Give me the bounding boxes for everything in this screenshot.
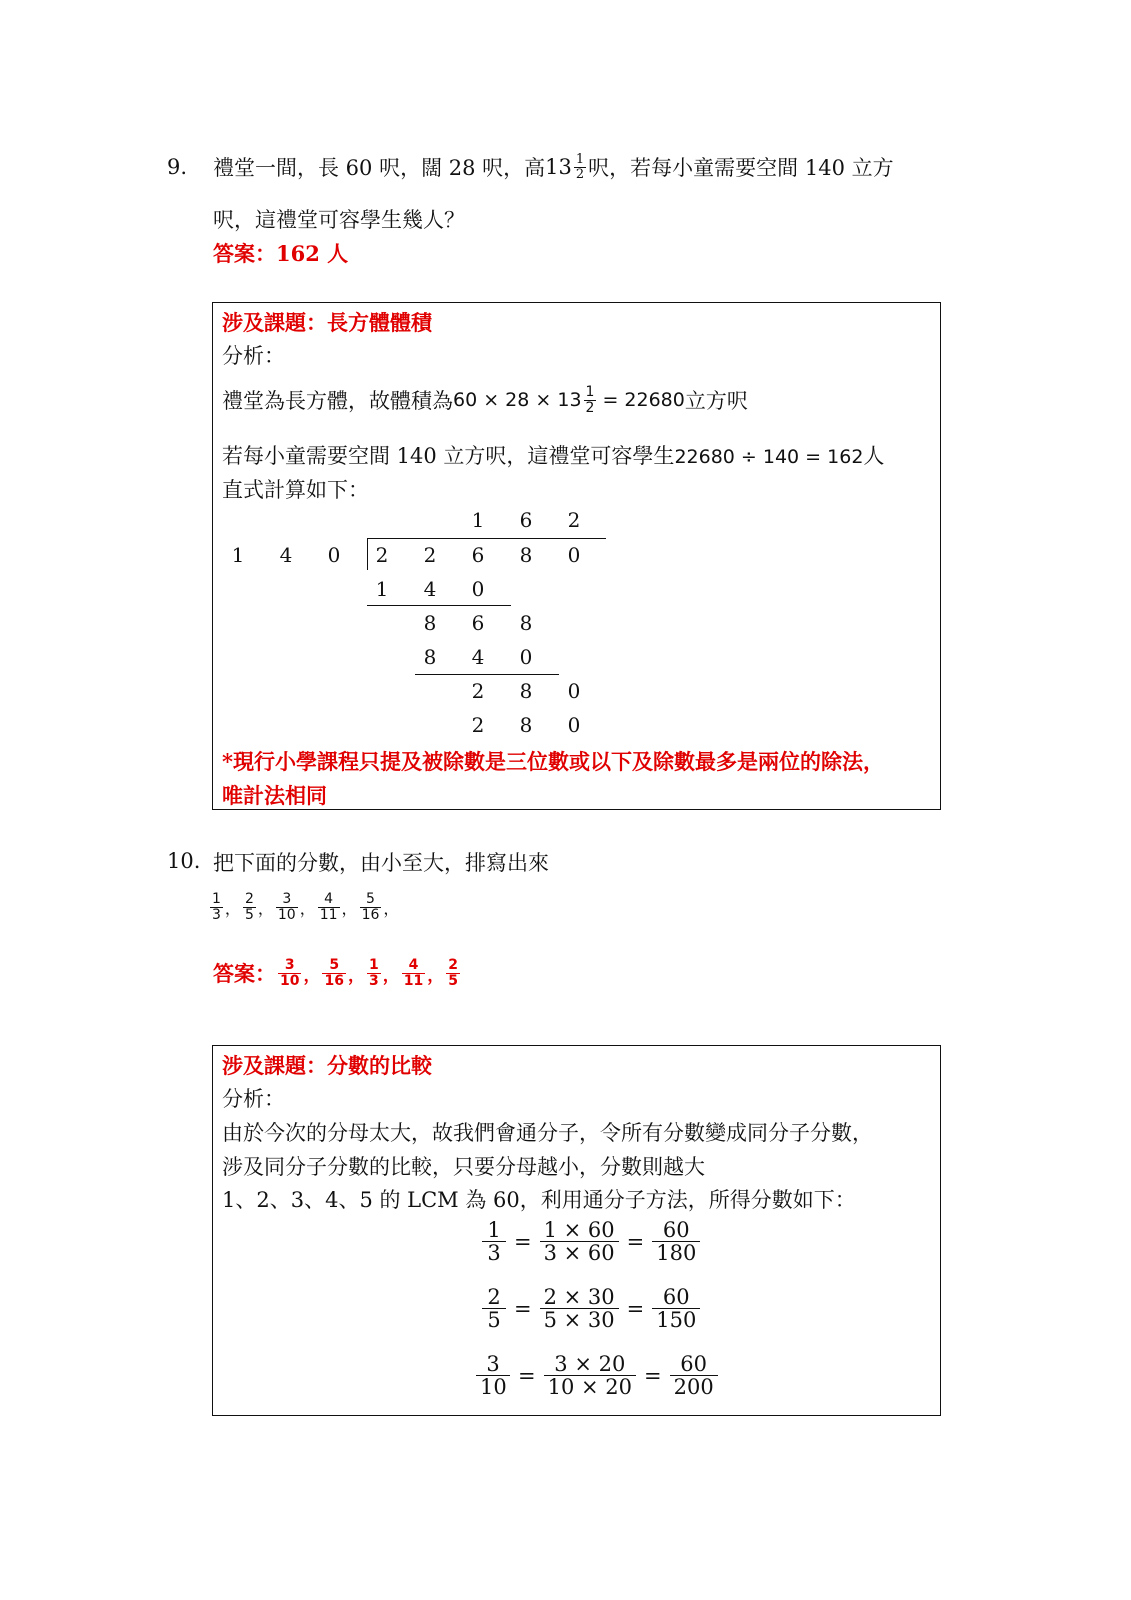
eq-fraction	[540, 1219, 619, 1264]
ld-dividend-digit: 2	[375, 543, 389, 567]
equation-row	[480, 1219, 702, 1264]
box1-analysis-label: 分析：	[222, 344, 285, 368]
box2-line1: 由於今次的分母太大，故我們會通分子，令所有分數變成同分子分數，	[222, 1121, 873, 1145]
q9-line2: 呎，這禮堂可容學生幾人？	[213, 208, 465, 232]
equals-sign: =	[626, 1229, 645, 1254]
ld-step-digit: 8	[423, 645, 437, 669]
box1-note-line2: 唯計法相同	[222, 783, 327, 808]
q9-height-int: 13	[545, 155, 572, 179]
ld-divisor-digit: 0	[327, 543, 341, 567]
q10-prompt: 把下面的分數，由小至大，排寫出來	[213, 851, 549, 875]
ld-vinculum	[367, 538, 606, 539]
ld-remainder-digit: 8	[519, 611, 533, 635]
q9-line1-b: 呎，若每小童需要空間 140 立方	[588, 156, 894, 180]
equals-sign: =	[644, 1363, 662, 1388]
box1-volume-prefix: 禮堂為長方體，故體積為	[222, 389, 453, 414]
fraction-numerator: 1	[212, 891, 221, 907]
fraction-separator: ，	[341, 898, 358, 918]
fraction-separator: ，	[382, 965, 400, 986]
q10-answer-fraction	[322, 958, 345, 988]
eq-fraction	[652, 1286, 700, 1331]
ld-subtraction-line	[415, 674, 559, 675]
equals-sign: =	[514, 1229, 532, 1254]
box1-volume-den: 2	[585, 399, 595, 416]
q10-answer	[213, 958, 462, 988]
fraction-numerator: 60	[652, 1219, 700, 1242]
eq-fraction	[652, 1219, 700, 1264]
q10-answer-fraction	[278, 958, 301, 988]
box1-volume-expr-a: 60 × 28 × 13	[453, 389, 582, 412]
ld-divisor-digit: 1	[231, 543, 245, 567]
q9-height-fraction	[574, 153, 586, 181]
fraction-denominator: 180	[656, 1241, 697, 1266]
fraction-denominator: 3	[487, 1241, 501, 1266]
ld-remainder-digit: 8	[423, 611, 437, 635]
fraction-denominator: 3 × 60	[543, 1241, 615, 1266]
fraction-separator: ，	[347, 965, 365, 986]
fraction-numerator: 5	[322, 958, 345, 974]
fraction-denominator: 3	[212, 906, 221, 923]
ld-subtraction-line	[367, 605, 511, 606]
equals-sign: =	[626, 1296, 645, 1321]
box2-line2: 涉及同分子分數的比較，只要分母越小，分數則越大	[222, 1155, 705, 1179]
q10-fraction	[276, 892, 298, 922]
q10-fraction	[210, 892, 223, 922]
fraction-numerator: 60	[652, 1286, 700, 1309]
box1-volume-num: 1	[585, 384, 595, 400]
fraction-denominator: 10	[280, 972, 300, 989]
fraction-numerator: 2	[244, 891, 254, 907]
eq-fraction	[476, 1353, 510, 1398]
fraction-numerator: 2	[482, 1286, 506, 1309]
fraction-denominator: 16	[361, 906, 380, 923]
fraction-numerator: 3 × 20	[544, 1353, 636, 1376]
fraction-numerator: 2 × 30	[540, 1286, 619, 1309]
ld-dividend-digit: 6	[471, 543, 485, 567]
box1-long-div-intro: 直式計算如下：	[222, 478, 369, 502]
box2-line3: 1、2、3、4、5 的 LCM 為 60，利用通分子方法，所得分數如下：	[222, 1188, 856, 1212]
ld-step-digit: 0	[567, 713, 581, 737]
fraction-denominator: 11	[403, 972, 424, 989]
fraction-denominator: 10	[277, 906, 296, 923]
box1-students-line	[222, 440, 884, 470]
ld-quotient-digit: 1	[471, 508, 485, 532]
ld-step-digit: 4	[423, 577, 437, 601]
q9-height-den: 2	[575, 166, 585, 182]
ld-dividend-digit: 2	[423, 543, 437, 567]
fraction-separator: ，	[299, 898, 316, 918]
q10-fraction-list	[208, 892, 399, 922]
fraction-denominator: 5	[487, 1308, 501, 1333]
box1-students-prefix: 若每小童需要空間 140 立方呎，這禮堂可容學生	[222, 444, 675, 468]
ld-step-digit: 0	[471, 577, 485, 601]
fraction-denominator: 150	[656, 1308, 697, 1333]
q10-answer-label: 答案：	[213, 961, 276, 987]
fraction-denominator: 10	[480, 1375, 507, 1400]
fraction-numerator: 4	[402, 958, 425, 974]
ld-quotient-digit: 2	[567, 508, 581, 532]
box2-analysis-label: 分析：	[222, 1087, 285, 1111]
ld-remainder-digit: 2	[471, 679, 485, 703]
fraction-denominator: 16	[324, 972, 344, 989]
eq-fraction	[544, 1353, 636, 1398]
q9-height-num: 1	[575, 151, 585, 167]
fraction-numerator: 60	[670, 1353, 718, 1376]
fraction-numerator: 2	[448, 957, 458, 973]
fraction-numerator: 1	[482, 1219, 506, 1242]
box1-students-suffix: 人	[863, 444, 885, 468]
box1-volume-line	[222, 385, 748, 415]
fraction-denominator: 10 × 20	[547, 1375, 632, 1400]
ld-step-digit: 0	[519, 645, 533, 669]
q10-answer-fraction	[446, 958, 460, 988]
box2-topic: 涉及課題：分數的比較	[222, 1053, 432, 1078]
eq-fraction	[482, 1219, 506, 1264]
ld-step-digit: 1	[375, 577, 389, 601]
ld-step-digit: 2	[471, 713, 485, 737]
box1-note-line1: *現行小學課程只提及被除數是三位數或以下及除數最多是兩位的除法，	[222, 749, 884, 774]
fraction-numerator: 5	[360, 892, 382, 908]
fraction-numerator: 3	[276, 892, 298, 908]
q9-number: 9.	[167, 155, 188, 179]
fraction-separator: ，	[303, 965, 321, 986]
ld-step-digit: 8	[519, 713, 533, 737]
ld-remainder-digit: 0	[567, 679, 581, 703]
ld-remainder-digit: 6	[471, 611, 485, 635]
eq-fraction	[670, 1353, 718, 1398]
box1-volume-fraction	[584, 385, 597, 415]
fraction-denominator: 3	[368, 972, 379, 989]
q10-fraction	[243, 892, 256, 922]
fraction-numerator: 4	[318, 892, 340, 908]
equation-row	[474, 1353, 720, 1398]
equation-row	[480, 1286, 702, 1331]
fraction-denominator: 200	[673, 1375, 714, 1400]
fraction-separator: ，	[427, 965, 445, 986]
fraction-separator: ，	[224, 898, 241, 918]
fraction-denominator: 11	[319, 906, 338, 923]
equals-sign: =	[518, 1363, 536, 1388]
q10-number: 10.	[167, 849, 201, 873]
fraction-separator: ，	[257, 898, 274, 918]
fraction-separator: ，	[383, 898, 400, 918]
ld-divisor-digit: 4	[279, 543, 293, 567]
eq-fraction	[540, 1286, 619, 1331]
fraction-numerator: 3	[278, 958, 301, 974]
q9-line1	[213, 152, 894, 182]
fraction-numerator: 3	[476, 1353, 510, 1376]
fraction-denominator: 5 × 30	[543, 1308, 615, 1333]
q10-answer-fraction	[367, 958, 381, 988]
q10-answer-fraction	[402, 958, 425, 988]
ld-dividend-digit: 0	[567, 543, 581, 567]
ld-step-digit: 4	[471, 645, 485, 669]
equals-sign: =	[514, 1296, 532, 1321]
q10-fraction	[360, 892, 382, 922]
ld-dividend-digit: 8	[519, 543, 533, 567]
fraction-numerator: 1 × 60	[540, 1219, 619, 1242]
fraction-denominator: 5	[448, 972, 458, 989]
ld-remainder-digit: 8	[519, 679, 533, 703]
eq-fraction	[482, 1286, 506, 1331]
fraction-numerator: 1	[368, 957, 379, 973]
box1-volume-expr-b: = 22680	[602, 389, 685, 412]
q10-fraction	[318, 892, 340, 922]
q9-line1-a: 禮堂一間，長 60 呎，闊 28 呎，高	[213, 156, 546, 180]
q9-answer: 答案：162 人	[213, 241, 349, 266]
ld-quotient-digit: 6	[519, 508, 533, 532]
fraction-denominator: 5	[244, 906, 254, 923]
box1-topic: 涉及課題：長方體體積	[222, 310, 432, 335]
box1-students-expr: 22680 ÷ 140 = 162	[674, 446, 864, 468]
box1-volume-suffix: 立方呎	[684, 389, 748, 414]
